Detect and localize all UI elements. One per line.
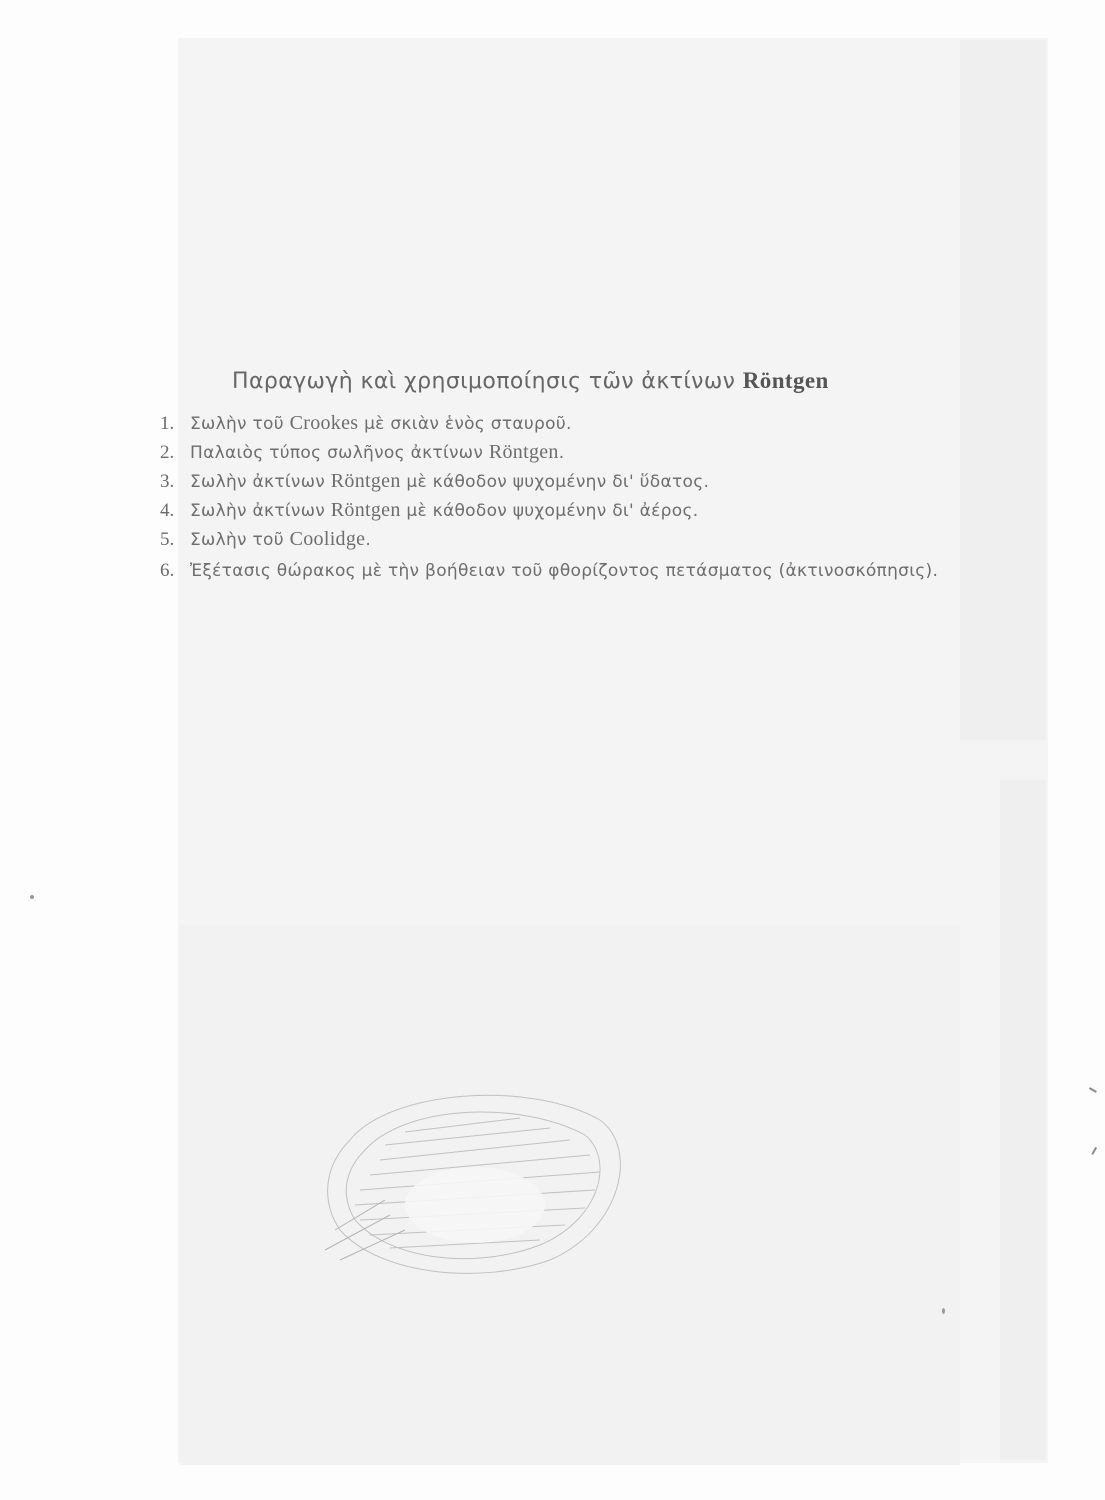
caption-title-greek: Παραγωγὴ καὶ χρησιμοποίησις τῶν ἀκτίνων	[232, 369, 736, 394]
caption-item-4	[160, 499, 1000, 528]
scan-mark	[1089, 1087, 1097, 1092]
pencil-shading-mark	[310, 1080, 640, 1290]
caption-item-5	[160, 528, 1000, 557]
item-number: 4.	[160, 500, 175, 521]
speck	[942, 1308, 945, 1314]
figure-caption	[160, 368, 1000, 585]
item-text: Σωλὴν ἀκτίνων Röntgen μὲ κάθοδον ψυχομένην δι' ὕδατος.	[190, 470, 710, 492]
caption-item-6	[160, 557, 1000, 585]
scan-shadow-right-lower	[1000, 780, 1046, 1460]
caption-item-3	[160, 470, 1000, 499]
scan-mark	[1091, 1147, 1096, 1155]
item-text: Σωλὴν ἀκτίνων Röntgen μὲ κάθοδον ψυχομένην δι' ἀέρος.	[190, 499, 699, 521]
speck	[30, 895, 34, 899]
item-text: Σωλὴν τοῦ Crookes μὲ σκιὰν ἑνὸς σταυροῦ.	[190, 412, 572, 434]
caption-title-latin: Röntgen	[742, 368, 829, 393]
item-number: 2.	[160, 442, 175, 463]
item-number: 6.	[160, 560, 175, 581]
caption-item-2	[160, 441, 1000, 470]
item-number: 1.	[160, 413, 175, 434]
caption-list	[160, 412, 1000, 585]
item-text: Σωλὴν τοῦ Coolidge.	[190, 528, 372, 550]
caption-title	[232, 368, 1000, 394]
caption-item-1	[160, 412, 1000, 441]
item-text: Ἐξέτασις θώρακος μὲ τὴν βοήθειαν τοῦ φθορίζοντος πετάσματος (ἀκτινοσκόπησις).	[190, 561, 939, 581]
item-number: 3.	[160, 471, 175, 492]
item-number: 5.	[160, 529, 175, 550]
item-text: Παλαιὸς τύπος σωλῆνος ἀκτίνων Röntgen.	[190, 441, 565, 463]
